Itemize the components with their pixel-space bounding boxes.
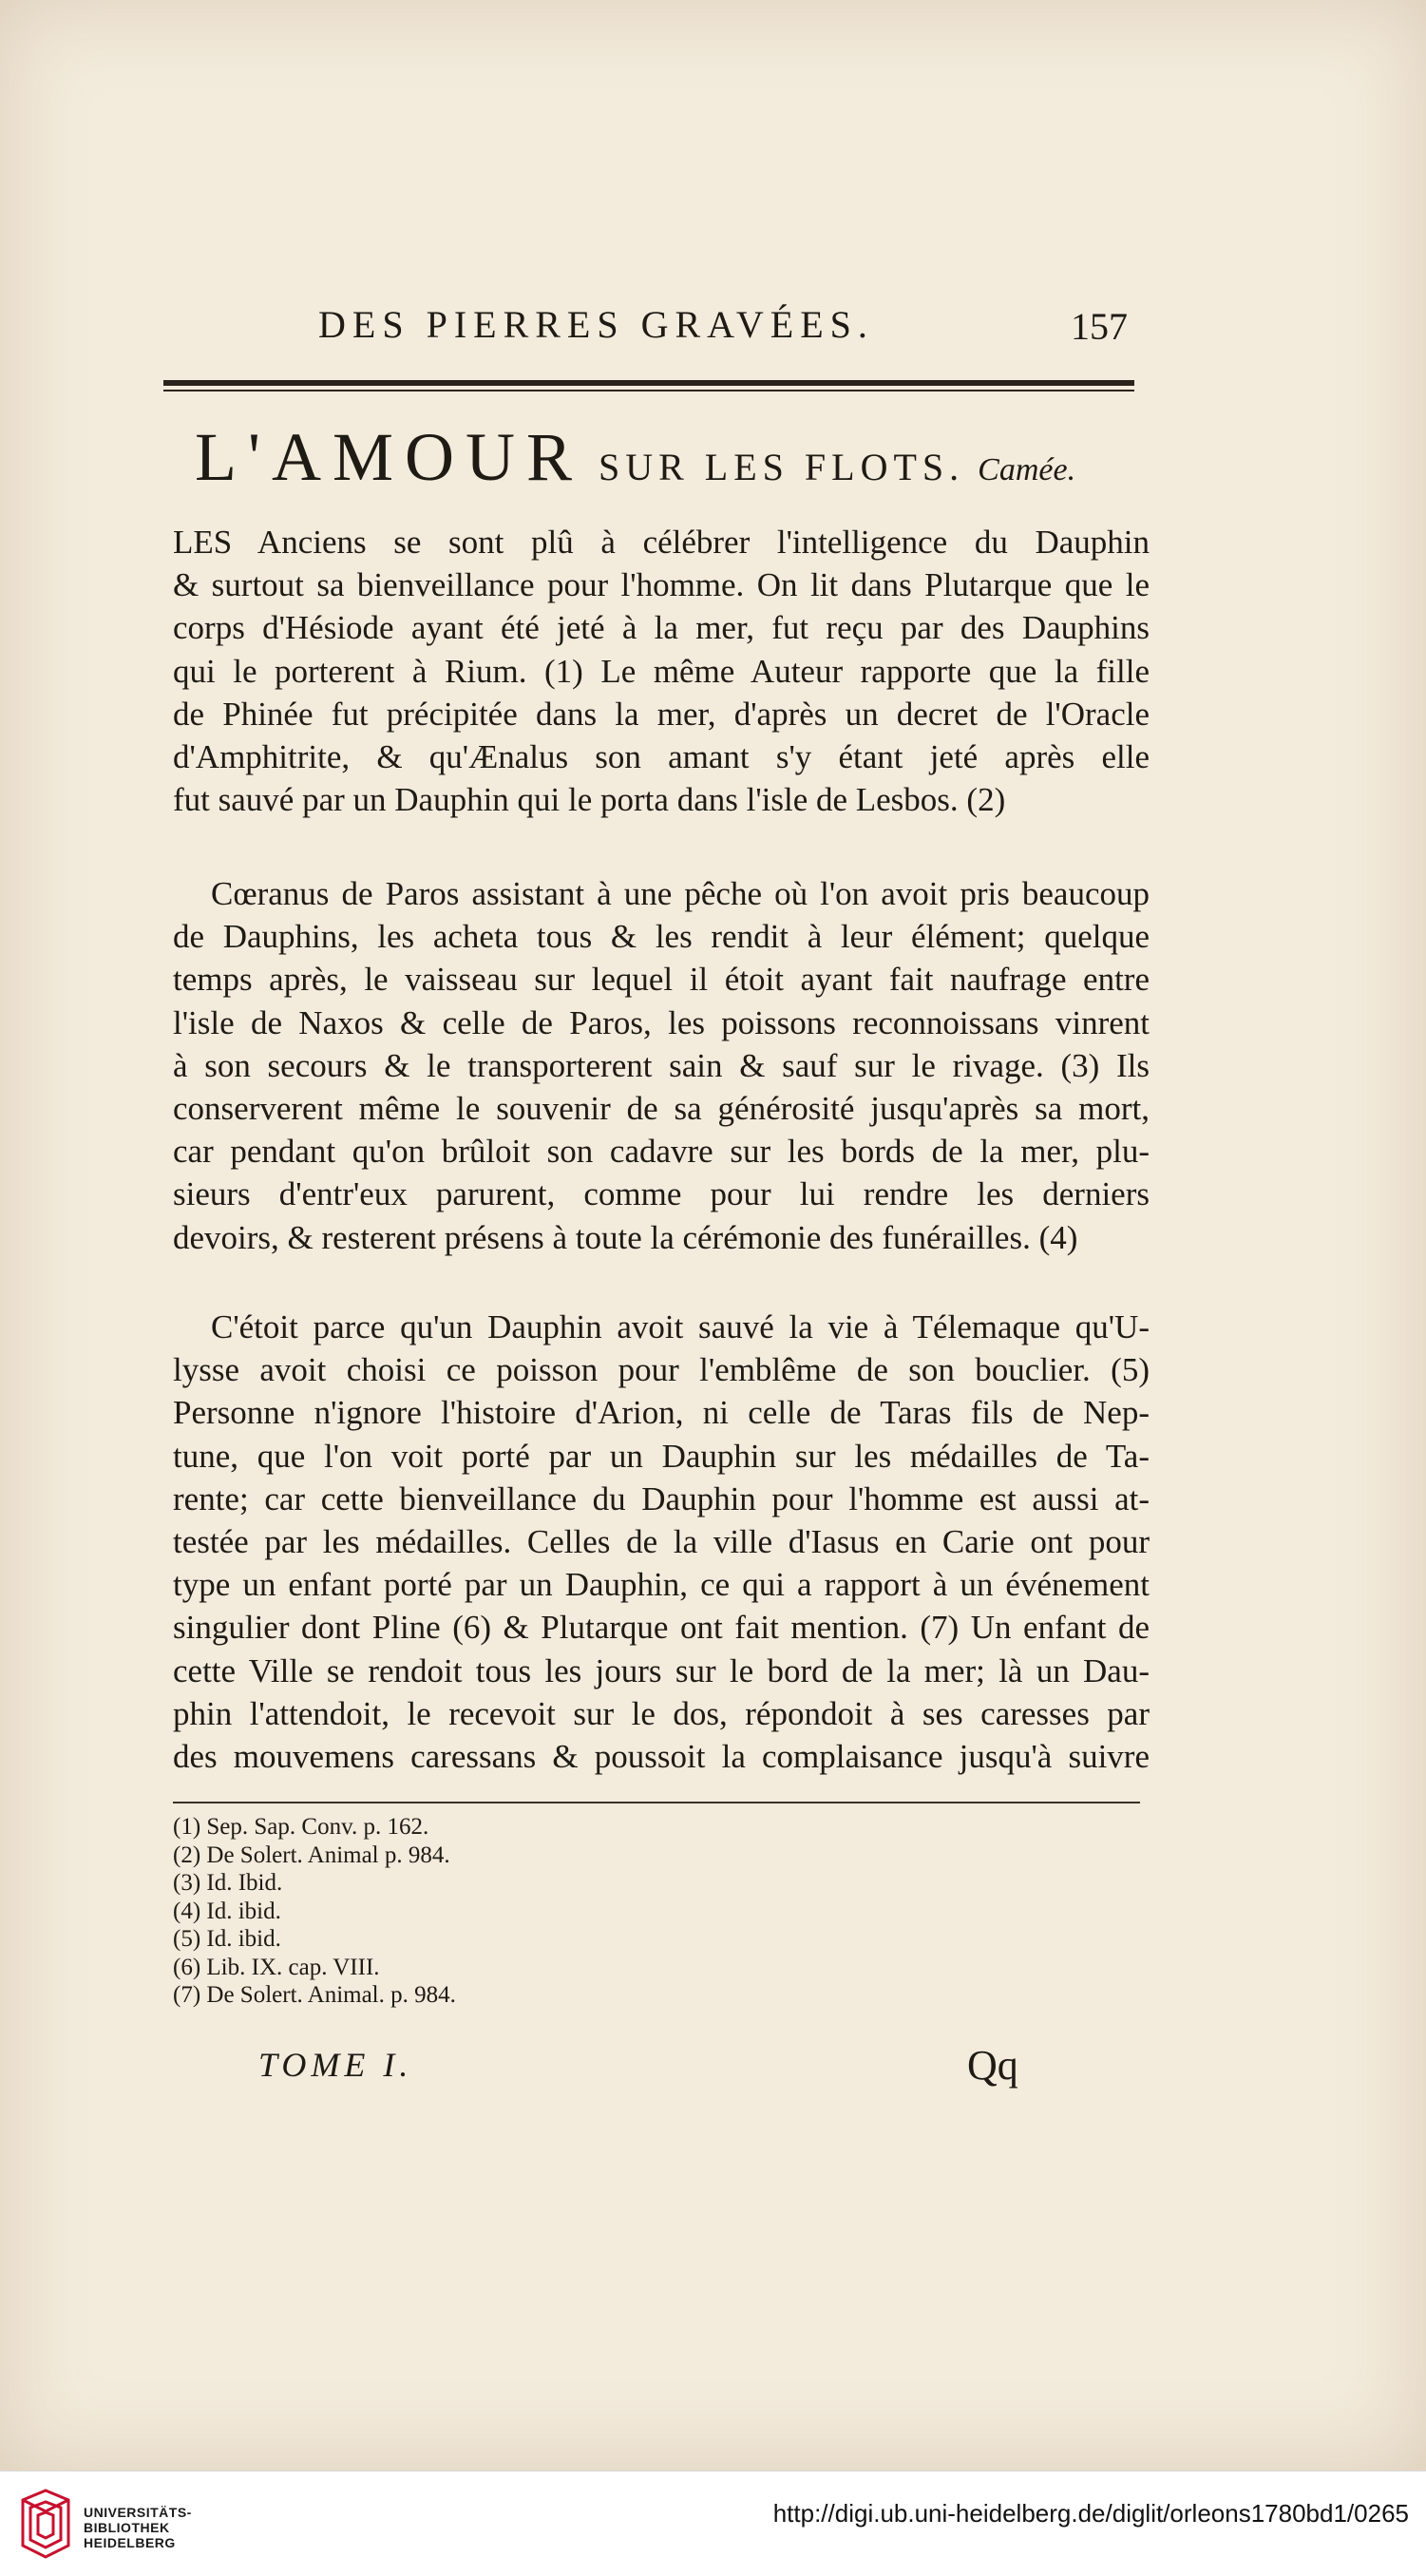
footnote: (3) Id. Ibid. (173, 1870, 283, 1896)
text-line: type un enfant porté par un Dauphin, ce qui a rapport à un événement (173, 1566, 1150, 1604)
text-line: sieurs d'entr'eux parurent, comme pour lui rendre les derniers (173, 1175, 1150, 1213)
running-title: DES PIERRES GRAVÉES. (318, 303, 874, 346)
text-line: & surtout sa bienveillance pour l'homme. On lit dans Plutarque que le (173, 566, 1150, 604)
text-line: singulier dont Pline (6) & Plutarque ont fait mention. (7) Un enfant de (173, 1609, 1150, 1647)
text-line: lysse avoit choisi ce poisson pour l'emblême de son bouclier. (5) (173, 1351, 1150, 1389)
title-type: Camée. (978, 452, 1076, 487)
text-line: l'isle de Naxos & celle de Paros, les poissons reconnoissans vinrent (173, 1003, 1150, 1041)
library-name (84, 2505, 192, 2550)
text-line: tune, que l'on voit porté par un Dauphin sur les médailles de Ta- (173, 1437, 1150, 1475)
text-line: qui le porterent à Rium. (1) Le même Auteur rapporte que la fille (173, 652, 1150, 690)
library-line: HEIDELBERG (84, 2535, 176, 2550)
text-line: fut sauvé par un Dauphin qui le porta dans l'isle de Lesbos. (2) (173, 781, 1006, 819)
text-line: LES Anciens se sont plû à célébrer l'intelligence du Dauphin (173, 524, 1150, 561)
article-title (195, 418, 1145, 497)
text-line: devoirs, & resterent présens à toute la cérémonie des funérailles. (4) (173, 1218, 1078, 1256)
header-rule-thick (163, 380, 1134, 386)
text-line: C'étoit parce qu'un Dauphin avoit sauvé la vie à Télemaque qu'U- (211, 1308, 1150, 1345)
footnote: (1) Sep. Sap. Conv. p. 162. (173, 1814, 429, 1840)
footnote: (7) De Solert. Animal. p. 984. (173, 1982, 456, 2008)
page-number: 157 (1071, 305, 1128, 348)
text-line: phin l'attendoit, le recevoit sur le dos, répondoit à ses caresses par (173, 1694, 1150, 1732)
text-line: d'Amphitrite, & qu'Ænalus son amant s'y étant jeté après elle (173, 737, 1150, 775)
text-line: conserverent même le souvenir de sa générosité jusqu'après sa mort, (173, 1089, 1150, 1127)
permalink-url[interactable]: http://digi.ub.uni-heidelberg.de/diglit/orleons1780bd1/0265 (772, 2499, 1409, 2528)
text-line: rente; car cette bienveillance du Dauphin pour l'homme est aussi at- (173, 1479, 1150, 1517)
text-line: testée par les médailles. Celles de la ville d'Iasus en Carie ont pour (173, 1522, 1150, 1560)
text-line: des mouvemens caressans & poussoit la complaisance jusqu'à suivre (173, 1737, 1150, 1775)
library-line: BIBLIOTHEK (84, 2520, 170, 2535)
volume-signature: TOME I. (258, 2046, 413, 2084)
title-sub: SUR LES FLOTS. (598, 446, 965, 488)
library-line: UNIVERSITÄTS- (84, 2505, 192, 2520)
text-line: de Phinée fut précipitée dans la mer, d'après un decret de l'Oracle (173, 695, 1150, 733)
university-library-logo-icon (17, 2487, 74, 2561)
text-line: corps d'Hésiode ayant été jeté à la mer, fut reçu par des Dauphins (173, 609, 1150, 647)
paragraph-1 (173, 521, 1150, 821)
text-line: de Dauphins, les acheta tous & les rendit à leur élément; quelque (173, 918, 1150, 956)
text-line: car pendant qu'on brûloit son cadavre sur les bords de la mer, plu- (173, 1133, 1150, 1171)
footnote: (2) De Solert. Animal p. 984. (173, 1841, 450, 1868)
text-line: Cœranus de Paros assistant à une pêche où l'on avoit pris beaucoup (211, 875, 1150, 912)
footnote: (6) Lib. IX. cap. VIII. (173, 1954, 380, 1980)
text-line: à son secours & le transporterent sain & sauf sur le rivage. (3) Ils (173, 1046, 1150, 1084)
paragraph-2 (173, 872, 1150, 1259)
header-rule-thin (163, 390, 1134, 391)
footnote: (4) Id. ibid. (173, 1898, 281, 1924)
footnotes (173, 1813, 456, 2010)
title-main: L'AMOUR (195, 419, 583, 495)
footnote: (5) Id. ibid. (173, 1926, 281, 1952)
gathering-mark: Qq (967, 2042, 1018, 2089)
footnote-rule (173, 1802, 1140, 1803)
text-line: temps après, le vaisseau sur lequel il étoit ayant fait naufrage entre (173, 961, 1150, 999)
paragraph-3 (173, 1306, 1150, 1778)
text-line: cette Ville se rendoit tous les jours sur le bord de la mer; là un Dau- (173, 1651, 1150, 1689)
text-line: Personne n'ignore l'histoire d'Arion, ni celle de Taras fils de Nep- (173, 1394, 1150, 1432)
